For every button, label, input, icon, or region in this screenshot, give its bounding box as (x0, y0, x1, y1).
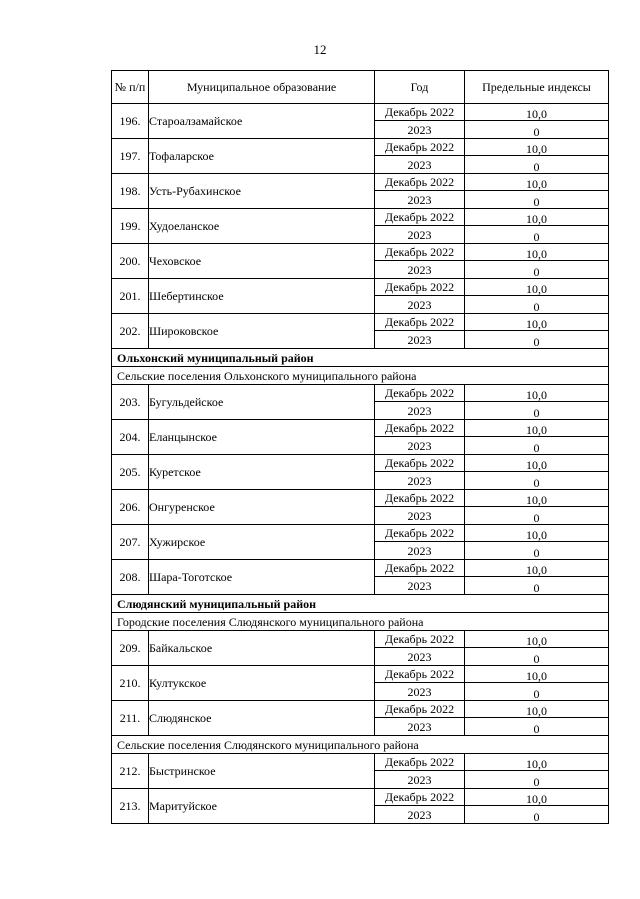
table-row (112, 209, 609, 226)
period-label: Декабрь 2022 (375, 174, 465, 191)
municipality-name: Маритуйское (149, 789, 375, 824)
index-value: 10,0 (465, 139, 609, 156)
municipality-name: Куретское (149, 455, 375, 490)
index-value: 10,0 (465, 455, 609, 472)
period-label: Декабрь 2022 (375, 525, 465, 542)
index-value: 0 (465, 156, 609, 174)
period-label: 2023 (375, 331, 465, 349)
table-row (112, 385, 609, 402)
table-row (112, 789, 609, 806)
index-value: 0 (465, 472, 609, 490)
municipality-name: Шебертинское (149, 279, 375, 314)
period-label: 2023 (375, 402, 465, 420)
period-label: Декабрь 2022 (375, 701, 465, 718)
period-label: Декабрь 2022 (375, 490, 465, 507)
period-label: Декабрь 2022 (375, 385, 465, 402)
index-value: 0 (465, 121, 609, 139)
row-number: 207. (112, 525, 149, 560)
table-header-row (112, 71, 609, 104)
period-label: 2023 (375, 577, 465, 595)
row-number: 204. (112, 420, 149, 455)
row-number: 209. (112, 631, 149, 666)
index-value: 10,0 (465, 701, 609, 718)
period-label: Декабрь 2022 (375, 754, 465, 771)
table-row (112, 560, 609, 577)
period-label: Декабрь 2022 (375, 244, 465, 261)
municipality-name: Тофаларское (149, 139, 375, 174)
index-value: 0 (465, 771, 609, 789)
index-value: 0 (465, 296, 609, 314)
row-number: 212. (112, 754, 149, 789)
table-row (112, 701, 609, 718)
district-row (112, 349, 609, 367)
table-row (112, 490, 609, 507)
municipality-name: Худоеланское (149, 209, 375, 244)
table-row (112, 174, 609, 191)
period-label: 2023 (375, 156, 465, 174)
municipality-name: Хужирское (149, 525, 375, 560)
district-row (112, 595, 609, 613)
index-value: 0 (465, 542, 609, 560)
page-number: 12 (313, 42, 327, 57)
index-value: 10,0 (465, 279, 609, 296)
period-label: 2023 (375, 191, 465, 209)
index-value: 0 (465, 437, 609, 455)
index-value: 0 (465, 648, 609, 666)
row-number: 208. (112, 560, 149, 595)
row-number: 206. (112, 490, 149, 525)
period-label: 2023 (375, 226, 465, 244)
settlement-group-row (112, 613, 609, 631)
period-label: Декабрь 2022 (375, 560, 465, 577)
period-label: 2023 (375, 806, 465, 824)
period-label: 2023 (375, 507, 465, 525)
period-label: 2023 (375, 437, 465, 455)
index-value: 0 (465, 331, 609, 349)
header-num: № п/п (112, 71, 149, 104)
row-number: 203. (112, 385, 149, 420)
settlement-group-title: Сельские поселения Ольхонского муниципального района (112, 367, 609, 385)
settlement-group-row (112, 367, 609, 385)
index-value: 0 (465, 191, 609, 209)
table-row (112, 525, 609, 542)
index-value: 10,0 (465, 490, 609, 507)
index-value: 10,0 (465, 104, 609, 121)
table-row (112, 666, 609, 683)
municipality-name: Онгуренское (149, 490, 375, 525)
district-title: Ольхонский муниципальный район (112, 349, 609, 367)
period-label: Декабрь 2022 (375, 666, 465, 683)
index-value: 0 (465, 402, 609, 420)
table-row (112, 420, 609, 437)
table-row (112, 279, 609, 296)
row-number: 213. (112, 789, 149, 824)
row-number: 202. (112, 314, 149, 349)
row-number: 201. (112, 279, 149, 314)
row-number: 197. (112, 139, 149, 174)
period-label: Декабрь 2022 (375, 631, 465, 648)
index-value: 0 (465, 683, 609, 701)
index-value: 10,0 (465, 209, 609, 226)
header-year: Год (375, 71, 465, 104)
index-value: 0 (465, 261, 609, 279)
index-value: 10,0 (465, 174, 609, 191)
index-value: 10,0 (465, 314, 609, 331)
header-index: Предельные индексы (465, 71, 609, 104)
index-value: 10,0 (465, 560, 609, 577)
municipality-name: Еланцынское (149, 420, 375, 455)
table-row (112, 631, 609, 648)
settlement-group-row (112, 736, 609, 754)
table-row (112, 314, 609, 331)
limits-table (111, 70, 609, 824)
table-row (112, 455, 609, 472)
row-number: 210. (112, 666, 149, 701)
index-value: 10,0 (465, 525, 609, 542)
municipality-name: Шара-Тоготское (149, 560, 375, 595)
period-label: 2023 (375, 648, 465, 666)
table-row (112, 244, 609, 261)
row-number: 211. (112, 701, 149, 736)
period-label: Декабрь 2022 (375, 789, 465, 806)
municipality-name: Быстринское (149, 754, 375, 789)
header-municipality: Муниципальное образование (149, 71, 375, 104)
period-label: Декабрь 2022 (375, 279, 465, 296)
table-row (112, 139, 609, 156)
period-label: Декабрь 2022 (375, 455, 465, 472)
period-label: 2023 (375, 683, 465, 701)
row-number: 198. (112, 174, 149, 209)
index-value: 10,0 (465, 631, 609, 648)
period-label: 2023 (375, 261, 465, 279)
index-value: 10,0 (465, 789, 609, 806)
index-value: 10,0 (465, 420, 609, 437)
index-value: 0 (465, 718, 609, 736)
municipality-name: Чеховское (149, 244, 375, 279)
row-number: 200. (112, 244, 149, 279)
index-value: 0 (465, 226, 609, 244)
table-row (112, 754, 609, 771)
settlement-group-title: Сельские поселения Слюдянского муниципального района (112, 736, 609, 754)
period-label: 2023 (375, 121, 465, 139)
row-number: 196. (112, 104, 149, 139)
municipality-name: Бугульдейское (149, 385, 375, 420)
settlement-group-title: Городские поселения Слюдянского муниципального района (112, 613, 609, 631)
index-value: 10,0 (465, 385, 609, 402)
period-label: 2023 (375, 542, 465, 560)
index-value: 0 (465, 577, 609, 595)
period-label: Декабрь 2022 (375, 420, 465, 437)
index-value: 10,0 (465, 666, 609, 683)
table-row (112, 104, 609, 121)
row-number: 205. (112, 455, 149, 490)
municipality-name: Слюдянское (149, 701, 375, 736)
period-label: Декабрь 2022 (375, 139, 465, 156)
index-value: 0 (465, 507, 609, 525)
row-number: 199. (112, 209, 149, 244)
district-title: Слюдянский муниципальный район (112, 595, 609, 613)
period-label: 2023 (375, 718, 465, 736)
index-value: 0 (465, 806, 609, 824)
period-label: 2023 (375, 472, 465, 490)
municipality-name: Староалзамайское (149, 104, 375, 139)
index-value: 10,0 (465, 754, 609, 771)
municipality-name: Усть-Рубахинское (149, 174, 375, 209)
index-value: 10,0 (465, 244, 609, 261)
period-label: 2023 (375, 296, 465, 314)
period-label: 2023 (375, 771, 465, 789)
period-label: Декабрь 2022 (375, 209, 465, 226)
period-label: Декабрь 2022 (375, 104, 465, 121)
municipality-name: Култукское (149, 666, 375, 701)
period-label: Декабрь 2022 (375, 314, 465, 331)
municipality-name: Широковское (149, 314, 375, 349)
municipality-name: Байкальское (149, 631, 375, 666)
